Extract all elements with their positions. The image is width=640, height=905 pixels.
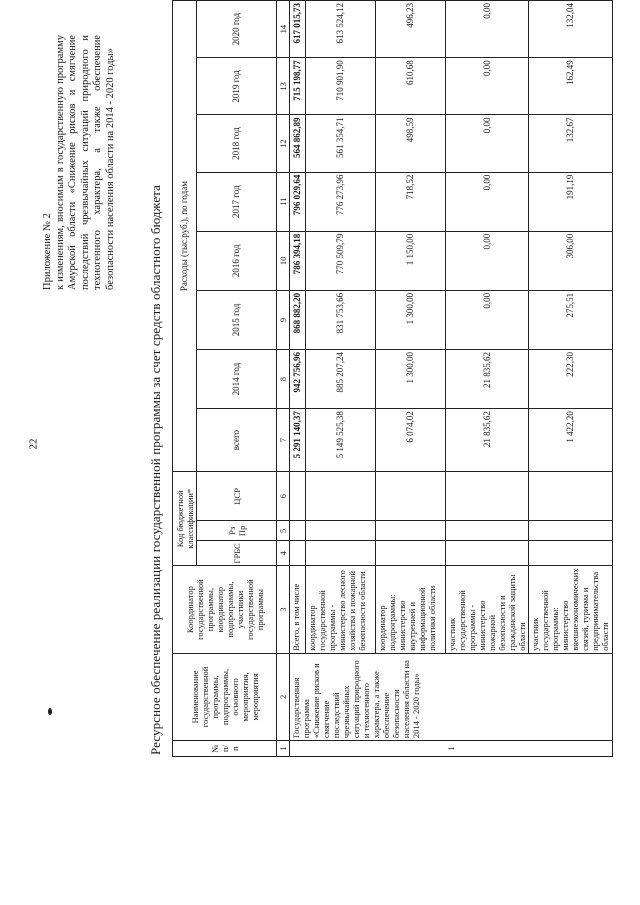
program-name: Государственная программа «Снижение рисков и смягчение последствий чрезвычайных ситуаций природного и техногенного характера, а также обеспечение безопасности населения области на 2014 - 2020 годы» xyxy=(290,653,613,740)
amount-cell: 0,00 xyxy=(446,290,529,349)
amount-cell: 5 291 140,37 xyxy=(290,409,306,472)
row-label: координатор подпрограммы: министерство внутренней и информационной политики области xyxy=(376,566,446,653)
col-number: 2 xyxy=(277,653,290,740)
col-number: 10 xyxy=(277,231,290,290)
amount-cell: 561 354,71 xyxy=(306,115,376,172)
budget-code-cell xyxy=(290,521,306,541)
budget-code-cell xyxy=(376,541,446,566)
amount-cell: 786 394,18 xyxy=(290,231,306,290)
table-row xyxy=(290,1,306,757)
amount-cell: 1 422,20 xyxy=(529,409,613,472)
amount-cell: 0,00 xyxy=(446,172,529,231)
amount-cell: 564 862,89 xyxy=(290,115,306,172)
budget-code-cell xyxy=(529,472,613,521)
program-number: 1 xyxy=(290,741,613,757)
budget-code-cell xyxy=(529,541,613,566)
amount-cell: 0,00 xyxy=(446,58,529,115)
header-coordinator: Координатор государственной программы, координатор подпрограммы, участники государственной программы xyxy=(173,566,277,653)
budget-code-cell xyxy=(529,521,613,541)
col-number: 13 xyxy=(277,58,290,115)
header-year: 2020 год xyxy=(197,1,277,58)
budget-code-cell xyxy=(306,521,376,541)
table-row xyxy=(376,1,446,757)
header-csr: ЦСР xyxy=(197,472,277,521)
amount-cell: 885 207,24 xyxy=(306,350,376,409)
amount-cell: 0,00 xyxy=(446,231,529,290)
amount-cell: 718,52 xyxy=(376,172,446,231)
budget-code-cell xyxy=(446,521,529,541)
amount-cell: 496,23 xyxy=(376,1,446,58)
header-year: 2016 год xyxy=(197,231,277,290)
header-year: 2014 год xyxy=(197,350,277,409)
table-row xyxy=(306,1,376,757)
amount-cell: 770 509,79 xyxy=(306,231,376,290)
col-number: 14 xyxy=(277,1,290,58)
table-row xyxy=(529,1,613,757)
header-rzpr: Рз Пр xyxy=(197,521,277,541)
row-label: участник государственной программы - министерство пожарной безопасности и гражданской защиты области xyxy=(446,566,529,653)
amount-cell: 0,00 xyxy=(446,1,529,58)
amount-cell: 5 149 525,38 xyxy=(306,409,376,472)
col-number: 1 xyxy=(277,741,290,757)
col-number: 9 xyxy=(277,290,290,349)
budget-code-cell xyxy=(290,472,306,521)
row-label: участник государственной программы: министерство внешнеэкономических связей, туризма и предпринимательства области xyxy=(529,566,613,653)
amount-cell: 0,00 xyxy=(446,115,529,172)
amount-cell: 776 273,96 xyxy=(306,172,376,231)
amount-cell: 942 756,96 xyxy=(290,350,306,409)
amount-cell: 613 524,12 xyxy=(306,1,376,58)
header-name: Наименование государственной программы, подпрограммы, основного мероприятия, мероприятия xyxy=(173,653,277,740)
header-grbs: ГРБС xyxy=(197,541,277,566)
col-number: 11 xyxy=(277,172,290,231)
amount-cell: 498,59 xyxy=(376,115,446,172)
amount-cell: 6 074,02 xyxy=(376,409,446,472)
budget-code-cell xyxy=(446,541,529,566)
header-year: 2018 год xyxy=(197,115,277,172)
header-expenses: Расходы (тыс.руб.), по годам xyxy=(173,1,197,472)
budget-code-cell xyxy=(376,472,446,521)
header-year: 2019 год xyxy=(197,58,277,115)
table-body xyxy=(290,1,613,757)
header-budget-code: Код бюджетной классификации* xyxy=(173,472,197,566)
amount-cell: 21 835,62 xyxy=(446,409,529,472)
col-number: 8 xyxy=(277,350,290,409)
appendix-heading: Приложение № 2 xyxy=(42,213,53,290)
amount-cell: 831 753,66 xyxy=(306,290,376,349)
budget-code-cell xyxy=(306,472,376,521)
budget-code-cell xyxy=(290,541,306,566)
amount-cell: 796 029,64 xyxy=(290,172,306,231)
budget-code-cell xyxy=(446,472,529,521)
amount-cell: 306,00 xyxy=(529,231,613,290)
amount-cell: 132,67 xyxy=(529,115,613,172)
appendix-text: к изменениям, вносимым в государственную программу Амурской области «Снижение рисков и смягчение последствий чрезвычайных ситуаций природного и техногенного характера, а также обеспечение безопасности населения области на 2014 - 2020 годы» xyxy=(54,35,116,290)
resource-table xyxy=(172,0,613,757)
budget-code-cell xyxy=(306,541,376,566)
table-row xyxy=(446,1,529,757)
col-number: 5 xyxy=(277,521,290,541)
budget-code-cell xyxy=(376,521,446,541)
col-number: 12 xyxy=(277,115,290,172)
amount-cell: 222,30 xyxy=(529,350,613,409)
header-year: 2015 год xyxy=(197,290,277,349)
amount-cell: 715 198,77 xyxy=(290,58,306,115)
amount-cell: 617 015,73 xyxy=(290,1,306,58)
col-number: 3 xyxy=(277,566,290,653)
header-year: 2017 год xyxy=(197,172,277,231)
document-title: Ресурсное обеспечение реализации государственной программы за счет средств областного бюджета xyxy=(148,184,163,755)
amount-cell: 868 882,20 xyxy=(290,290,306,349)
amount-cell: 21 835,62 xyxy=(446,350,529,409)
col-number: 4 xyxy=(277,541,290,566)
amount-cell: 132,04 xyxy=(529,1,613,58)
amount-cell: 162,49 xyxy=(529,58,613,115)
header-num: № п/п xyxy=(173,741,277,757)
amount-cell: 275,51 xyxy=(529,290,613,349)
amount-cell: 1 150,00 xyxy=(376,231,446,290)
appendix-block xyxy=(42,35,117,290)
amount-cell: 191,19 xyxy=(529,172,613,231)
amount-cell: 710 901,90 xyxy=(306,58,376,115)
col-number: 6 xyxy=(277,472,290,521)
page-number: 22 xyxy=(27,438,40,450)
row-label: Всего, в том числе xyxy=(290,566,306,653)
amount-cell: 610,68 xyxy=(376,58,446,115)
amount-cell: 1 300,00 xyxy=(376,350,446,409)
amount-cell: 1 300,00 xyxy=(376,290,446,349)
row-label: координатор государственной программы - министерство лесного хозяйства и пожарной безопасности области xyxy=(306,566,376,653)
col-number: 7 xyxy=(277,409,290,472)
header-total: всего xyxy=(197,409,277,472)
